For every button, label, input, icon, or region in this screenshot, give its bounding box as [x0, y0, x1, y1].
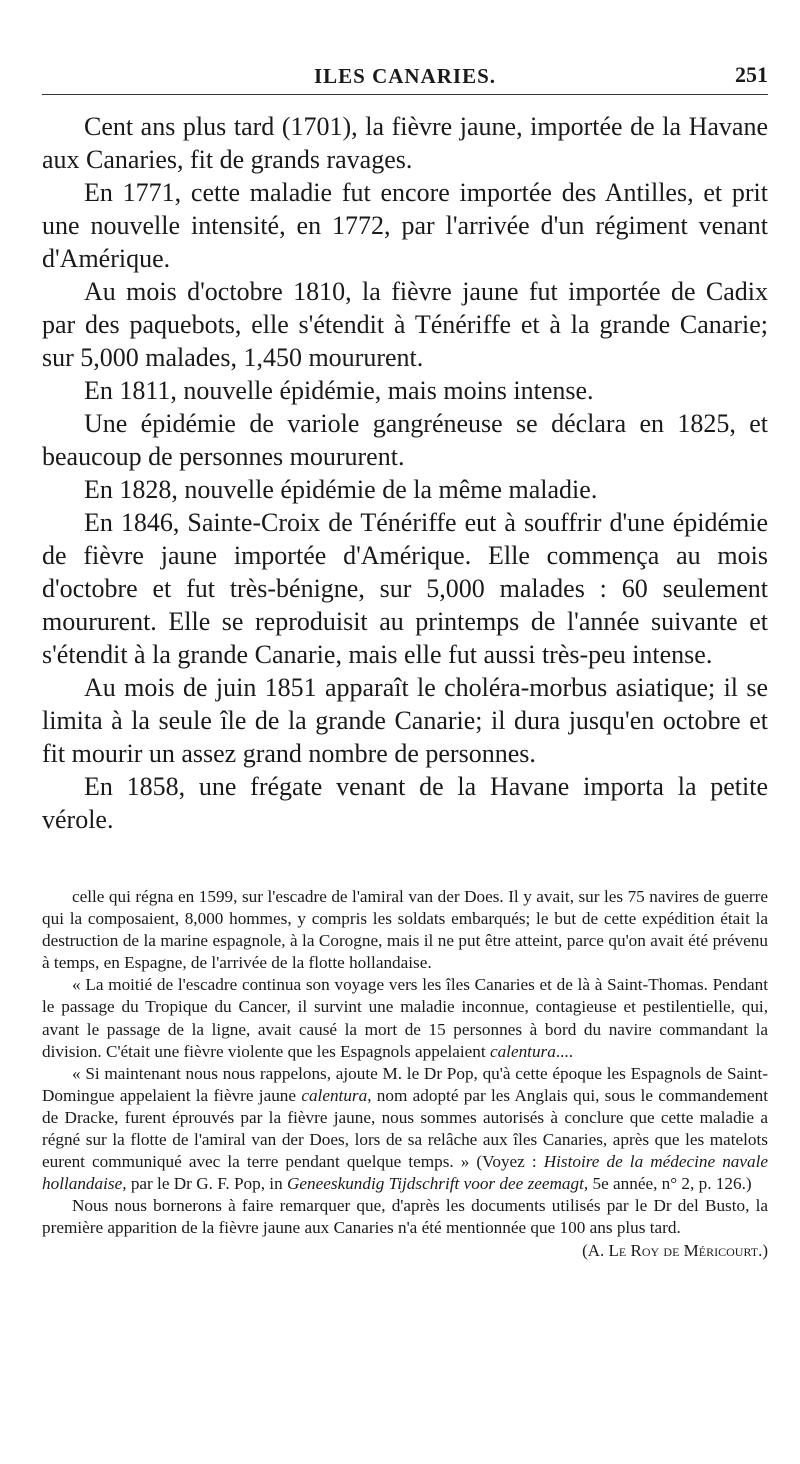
paragraph: Une épidémie de variole gangréneuse se déclara en 1825, et beaucoup de personnes moururent.: [42, 409, 768, 471]
footnote-journal: Geneeskundig Tijdschrift voor dee zeemagt,: [286, 1174, 589, 1194]
footnote-text: ....: [555, 1041, 574, 1061]
footnote-text: Nous nous bornerons à faire remarquer que, d'après les documents utilisés par le Dr del Busto, la première apparition de la fièvre jaune aux Canaries n'a été mentionnée que 100 ans plus tard.: [42, 1196, 768, 1238]
paragraph: En 1811, nouvelle épidémie, mais moins intense.: [84, 376, 594, 405]
paragraph: En 1858, une frégate venant de la Havane importa la petite vérole.: [42, 772, 768, 834]
footnote-text: « La moitié de l'escadre continua son voyage vers les îles Canaries et de là à Saint-Thomas. Pendant le passage du Tropique du Cancer, il survint une maladie inconnue, contagieuse et pestilentielle, qui, avant le passage de la ligne, avait causé la mort de 15 personnes à bord du navire commandant la division. C'était une fièvre violente que les Espagnols appelaient: [42, 975, 768, 1061]
footnote-italic: calentura: [301, 1085, 368, 1105]
footnote: [42, 1195, 768, 1239]
page-header: [42, 58, 768, 98]
paragraph: En 1771, cette maladie fut encore importée des Antilles, et prit une nouvelle intensité, en 1772, par l'arrivée d'un régiment venant d'Amérique.: [42, 178, 768, 273]
footnote-italic: calentura: [489, 1041, 556, 1061]
paragraph: Au mois d'octobre 1810, la fièvre jaune fut importée de Cadix par des paquebots, elle s'étendit à Ténériffe et à la grande Canarie; sur 5,000 malades, 1,450 moururent.: [42, 277, 768, 372]
footnote: [42, 1063, 768, 1196]
footnote-text: 5e année, n° 2, p. 126.): [592, 1174, 752, 1194]
footnote-text: celle qui régna en 1599, sur l'escadre de l'amiral van der Does. Il y avait, sur les 75 navires de guerre qui la composaient, 8,000 hommes, y compris les soldats embarqués; le but de cette expédition était la destruction de la marine espagnole, à la Corogne, mais il ne put être atteint, parce qu'on avait été prévenu à temps, en Espagne, de l'arrivée de la flotte hollandaise.: [42, 887, 768, 973]
header-rule: [42, 94, 768, 95]
paragraph: En 1828, nouvelle épidémie de la même maladie.: [84, 475, 598, 504]
paragraph: Au mois de juin 1851 apparaît le choléra-morbus asiatique; il se limita à la seule île de la grande Canarie; il dura jusqu'en octobre et fit mourir un assez grand nombre de personnes.: [42, 673, 768, 768]
footnote: [42, 886, 768, 974]
paragraph: Cent ans plus tard (1701), la fièvre jaune, importée de la Havane aux Canaries, fit de grands ravages.: [42, 112, 768, 174]
footnote-text: « Si maintenant nous nous rappelons, ajoute M. le Dr Pop, qu'à cette époque les Espagnols de Saint-Domingue appelaient la fièvre jaune: [42, 1063, 768, 1105]
footnote-text: par le Dr G. F. Pop, in: [130, 1174, 283, 1194]
running-title: ILES CANARIES.: [313, 64, 497, 88]
footnote: [42, 974, 768, 1062]
footnotes: [42, 886, 768, 1262]
paragraph: En 1846, Sainte-Croix de Ténériffe eut à souffrir d'une épidémie de fièvre jaune importée d'Amérique. Elle commença au mois d'octobre et fut très-bénigne, sur 5,000 malades : 60 seulement moururent. Elle se reproduisit au printemps de l'année suivante et s'étendit à la grande Canarie, mais elle fut aussi très-peu intense.: [42, 508, 768, 669]
signature: (A. Le Roy de Méricourt.): [582, 1240, 768, 1260]
footnote-text: , nom adopté par les Anglais qui, sous le commandement de Dracke, furent éprouvés par la fièvre jaune, nous sommes autorisés à conclure que cette maladie a régné sur la flotte de l'amiral van der Does, lors de sa relâche aux îles Canaries, après que les matelots eurent communiqué avec la terre pendant quelque temps. » (Voyez :: [42, 1085, 768, 1172]
main-text: [42, 110, 768, 836]
page-number: 251: [735, 62, 768, 87]
footnote-title: Histoire de la médecine navale hollandaise,: [42, 1152, 769, 1194]
